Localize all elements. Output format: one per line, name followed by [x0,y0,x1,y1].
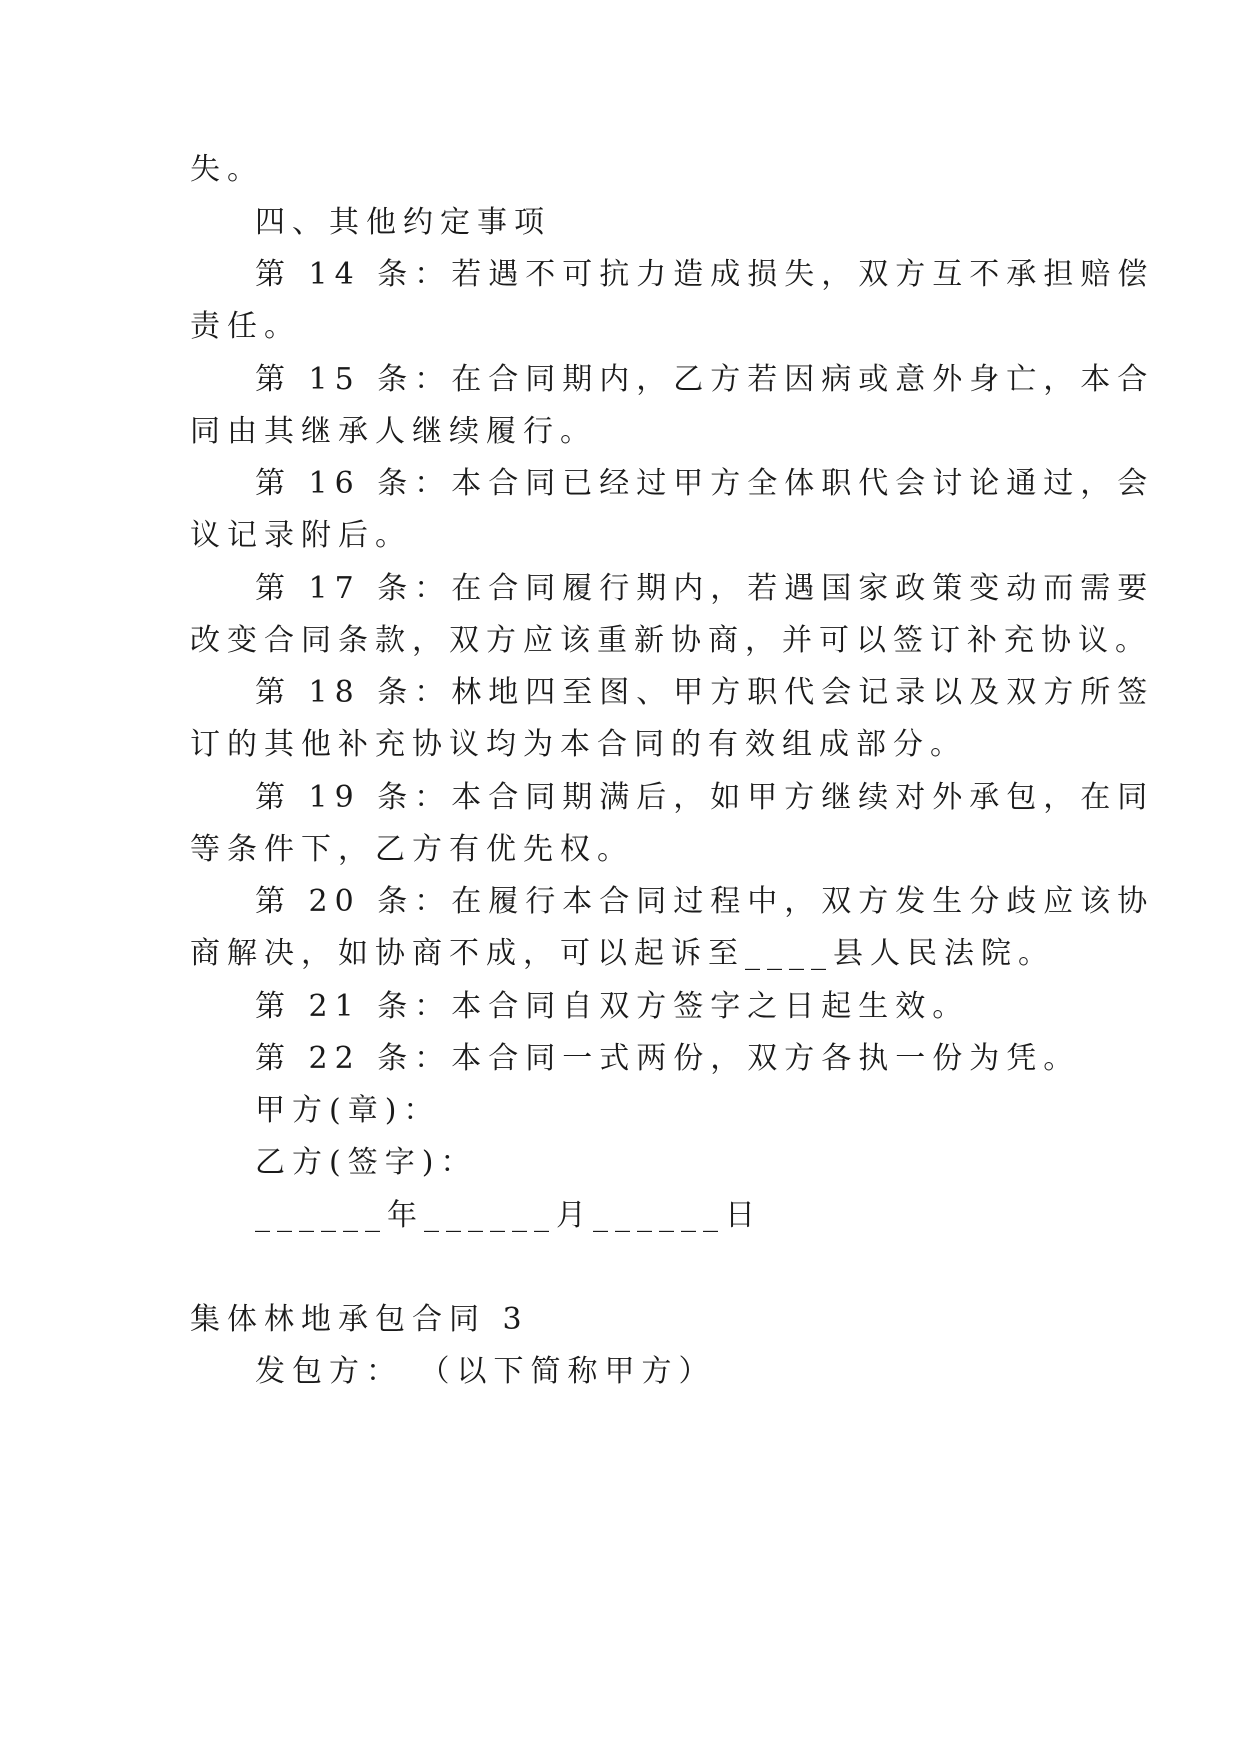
contract-title: 集体林地承包合同 3 [190,1302,529,1337]
contractor-line: 发包方： （以下简称甲方） [255,1354,716,1389]
text-line: 同由其继承人继续履行。 [190,414,597,449]
text-line: 失。 [190,152,264,187]
clause-14: 第 14 条：若遇不可抗力造成损失，双方互不承担赔偿 [255,257,1155,292]
clause-19: 第 19 条：本合同期满后，如甲方继续对外承包，在同 [255,780,1155,815]
clause-21: 第 21 条：本合同自双方签字之日起生效。 [255,989,970,1024]
party-a-seal-line: 甲方(章)： [255,1093,441,1128]
clause-16: 第 16 条：本合同已经过甲方全体职代会讨论通过，会 [255,466,1155,501]
text-line: 责任。 [190,309,301,344]
clause-17: 第 17 条：在合同履行期内，若遇国家政策变动而需要 [255,571,1155,606]
section-heading: 四、其他约定事项 [255,205,551,240]
text-line: 订的其他补充协议均为本合同的有效组成部分。 [190,727,967,762]
text-line: 等条件下，乙方有优先权。 [190,832,634,867]
clause-15: 第 15 条：在合同期内，乙方若因病或意外身亡，本合 [255,362,1155,397]
clause-18: 第 18 条：林地四至图、甲方职代会记录以及双方所签 [255,675,1155,710]
text-line: 商解决，如协商不成，可以起诉至____县人民法院。 [190,936,1055,971]
party-b-signature-line: 乙方(签字)： [255,1145,478,1180]
clause-22: 第 22 条：本合同一式两份，双方各执一份为凭。 [255,1041,1081,1076]
clause-20: 第 20 条：在履行本合同过程中，双方发生分歧应该协 [255,884,1155,919]
text-line: 议记录附后。 [190,518,412,553]
text-line: 改变合同条款，双方应该重新协商，并可以签订补充协议。 [190,623,1152,658]
date-line: ______年______月______日 [255,1198,762,1233]
